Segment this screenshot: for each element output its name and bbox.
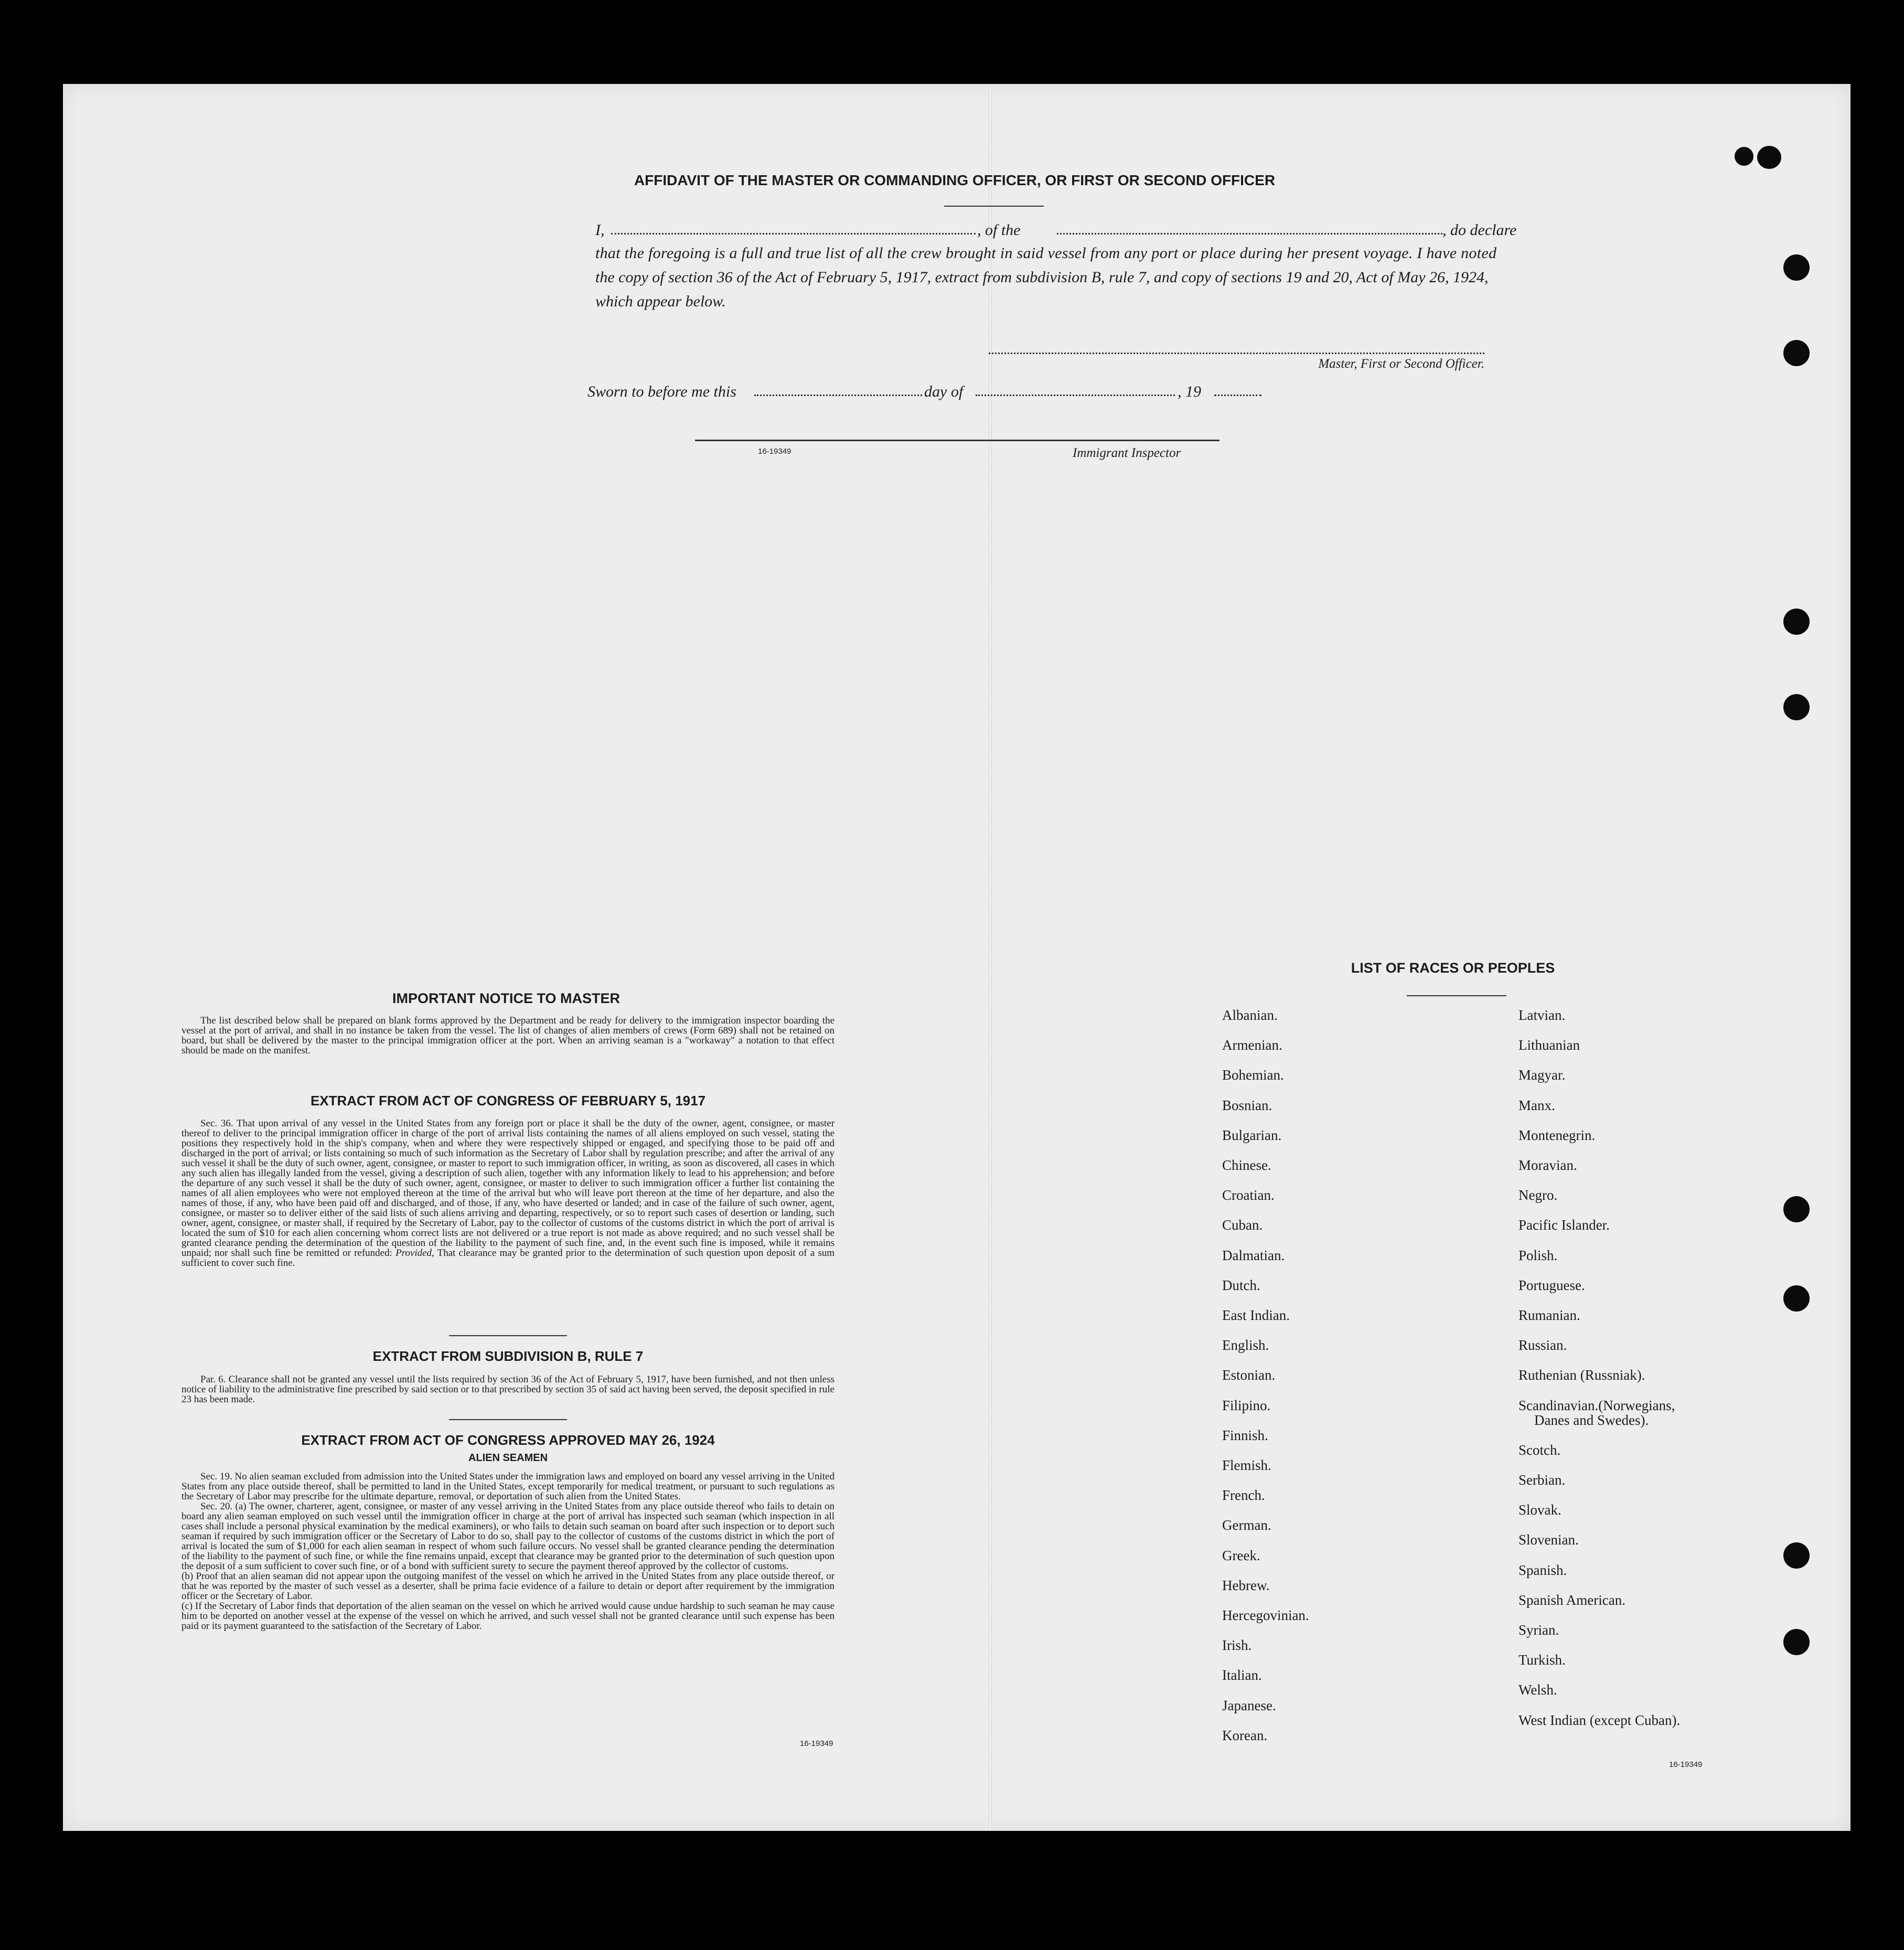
punch-hole (1783, 254, 1810, 281)
race-item: Montenegrin. (1518, 1127, 1596, 1143)
race-item: Slovenian. (1518, 1532, 1579, 1548)
signature-caption: Master, First or Second Officer. (1318, 357, 1484, 371)
race-item: Albanian. (1222, 1007, 1278, 1023)
race-item: Chinese. (1222, 1157, 1271, 1173)
race-item: Finnish. (1222, 1427, 1268, 1443)
race-item: Flemish. (1222, 1457, 1271, 1473)
race-item: Turkish. (1518, 1652, 1566, 1668)
race-item: Negro. (1518, 1187, 1558, 1203)
divider (449, 1419, 567, 1420)
extract-1917-title: EXTRACT FROM ACT OF CONGRESS OF FEBRUARY 5, 1917 (310, 1093, 706, 1109)
race-item: Croatian. (1222, 1187, 1275, 1203)
section-36-paragraph (181, 1118, 835, 1268)
title-underline (944, 206, 1044, 207)
race-item: Polish. (1518, 1248, 1558, 1263)
race-item: Magyar. (1518, 1067, 1566, 1083)
affidavit-line3: the copy of section 36 of the Act of February 5, 1917, extract from subdivision B, rule 7, and copy of sections 19 and 20, Act of May 26, 1924, (595, 269, 1489, 286)
page-fold (989, 84, 992, 1831)
year-label: , 19 (1178, 383, 1201, 400)
races-title: LIST OF RACES OR PEOPLES (1351, 960, 1555, 976)
proviso-label: Provided, (395, 1248, 434, 1259)
affidavit-line2: that the foregoing is a full and true list of all the crew brought in said vessel from any port or place during her present voyage. I have noted (595, 244, 1497, 262)
do-declare-label: , do declare (1442, 221, 1517, 239)
extract-1924-title: EXTRACT FROM ACT OF CONGRESS APPROVED MAY 26, 1924 (301, 1432, 715, 1448)
punch-hole (1735, 147, 1753, 166)
race-item: Danes and Swedes). (1534, 1412, 1649, 1428)
race-item: Scotch. (1518, 1442, 1561, 1458)
proviso-text: That clearance may be granted prior to the determination of such question upon deposit of a sum sufficient to cover such fine. (181, 1248, 835, 1269)
race-item: Bohemian. (1222, 1067, 1284, 1083)
sworn-month-field[interactable] (976, 395, 1175, 396)
race-item: Hercegovinian. (1222, 1607, 1309, 1623)
sworn-day-field[interactable] (754, 395, 922, 396)
race-item: Russian. (1518, 1337, 1567, 1353)
affidavit-title: AFFIDAVIT OF THE MASTER OR COMMANDING OFFICER, OR FIRST OR SECOND OFFICER (634, 172, 1276, 188)
inspector-caption: Immigrant Inspector (1073, 446, 1181, 460)
punch-hole (1757, 146, 1781, 169)
race-item: Irish. (1222, 1637, 1252, 1653)
race-item: Rumanian. (1518, 1307, 1580, 1323)
race-item: East Indian. (1222, 1307, 1290, 1323)
race-item: Greek. (1222, 1548, 1260, 1563)
race-item: Dalmatian. (1222, 1248, 1285, 1263)
of-the-label: , of the (977, 221, 1021, 239)
race-item: Ruthenian (Russniak). (1518, 1367, 1645, 1383)
divider (449, 1335, 567, 1336)
affidavit-line4: which appear below. (595, 293, 726, 310)
punch-hole (1783, 340, 1810, 366)
notice-text (181, 1016, 835, 1056)
race-item: Estonian. (1222, 1367, 1276, 1383)
inspector-signature-line[interactable] (695, 440, 1220, 441)
i-label: I, (595, 221, 605, 239)
race-item: Spanish American. (1518, 1592, 1625, 1608)
rule-7-paragraph: Par. 6. Clearance shall not be granted any vessel until the lists required by section 36 of the Act of February 5, 1917, have been furnished, and not then unless notice of liability to the administrative fine prescribed by said section or to that prescribed by section 35 of said act having been served, the deposit specified in rule 23 has been made. (181, 1374, 835, 1405)
race-item: Dutch. (1222, 1277, 1260, 1293)
rule-7-text (181, 1374, 835, 1404)
punch-hole (1783, 1542, 1810, 1569)
extract-1924-subtitle: ALIEN SEAMEN (468, 1452, 548, 1464)
affidavit-line1 (532, 221, 1550, 242)
race-item: West Indian (except Cuban). (1518, 1712, 1681, 1728)
race-item: Filipino. (1222, 1398, 1271, 1413)
punch-hole (1783, 1196, 1810, 1222)
race-item: Hebrew. (1222, 1578, 1270, 1593)
punch-hole (1783, 1285, 1810, 1312)
race-item: Syrian. (1518, 1622, 1559, 1638)
extract-form-number: 16-19349 (800, 1739, 833, 1748)
race-item: Manx. (1518, 1097, 1555, 1113)
race-item: Spanish. (1518, 1562, 1567, 1578)
section-20b-paragraph: (b) Proof that an alien seaman did not appear upon the outgoing manifest of the vessel on which he arrived in the United States from any place outside thereof, or that he was reported by the master of such vessel as a deserter, shall be prima facie evidence of a failure to detain or deport after requirement by the immigration officer or the Secretary of Labor. (181, 1571, 835, 1602)
race-item: English. (1222, 1337, 1269, 1353)
races-title-underline (1407, 995, 1506, 996)
race-item: Japanese. (1222, 1698, 1276, 1713)
race-item: Welsh. (1518, 1682, 1557, 1698)
race-item: Cuban. (1222, 1217, 1263, 1233)
race-item: German. (1222, 1517, 1271, 1533)
race-item: Korean. (1222, 1728, 1268, 1743)
signature-line[interactable] (989, 353, 1484, 354)
vessel-field[interactable] (1057, 233, 1442, 235)
race-item: Italian. (1222, 1667, 1262, 1683)
notice-title: IMPORTANT NOTICE TO MASTER (392, 990, 620, 1006)
races-form-number: 16-19349 (1669, 1760, 1703, 1769)
punch-hole (1783, 694, 1810, 720)
document-page (63, 84, 1850, 1831)
race-item: French. (1222, 1487, 1265, 1503)
race-item: Bulgarian. (1222, 1127, 1282, 1143)
section-19-paragraph: Sec. 19. No alien seaman excluded from admission into the United States under the immigration laws and employed on board any vessel arriving in the United States from any place outside thereof, shall be permitted to land in the United States, except temporarily for medical treatment, or pursuant to such regulations as the Secretary of Labor may prescribe for the ultimate departure, removal, or deportation of such alien from the United States. (181, 1471, 835, 1502)
race-item: Armenian. (1222, 1037, 1282, 1053)
race-item: Slovak. (1518, 1502, 1561, 1518)
race-item: Latvian. (1518, 1007, 1566, 1023)
rule-7-title: EXTRACT FROM SUBDIVISION B, RULE 7 (372, 1348, 644, 1364)
race-item: Bosnian. (1222, 1097, 1272, 1113)
extract-1924-text (181, 1472, 835, 1631)
race-item: Pacific Islander. (1518, 1217, 1610, 1233)
section-20c-paragraph: (c) If the Secretary of Labor finds that deportation of the alien seaman on the vessel on which he arrived would cause undue hardship to such seaman he may cause him to be deported on another vessel at the expense of the vessel on which he arrived, and such vessel shall not be granted clearance until such expense has been paid or its payment guaranteed to the satisfaction of the Secretary of Labor. (181, 1601, 835, 1632)
sworn-prefix: Sworn to before me this (587, 383, 736, 400)
affidavit-form-number: 16-19349 (758, 447, 791, 456)
race-item: Moravian. (1518, 1157, 1577, 1173)
race-item: Portuguese. (1518, 1277, 1585, 1293)
extract-1917-text (181, 1118, 835, 1268)
punch-hole (1783, 1629, 1810, 1655)
section-20a-paragraph: Sec. 20. (a) The owner, charterer, agent, consignee, or master of any vessel arriving in the United States from any place outside thereof who fails to detain on board any alien seaman employed on such vessel until the immigration officer in charge at the port of arrival has inspected such seaman (which inspection in all cases shall include a personal physical examination by the medical examiners), or who fails to detain such seaman on board after such inspection or to deport such seaman if required by such immigration officer or the Secretary of Labor to do so, shall pay to the collector of customs of the customs district in which the port of arrival is located the sum of $1,000 for each alien seaman in respect of whom such failure occurs. No vessel shall be granted clearance pending the determination of the liability to the payment of such fine, or while the fine remains unpaid, except that clearance may be granted prior to the determination of such question upon the deposit of a sum sufficient to cover such fine, or of a bond with sufficient surety to secure the payment thereof approved by the collector of customs. (181, 1501, 835, 1572)
section-36-text: Sec. 36. That upon arrival of any vessel in the United States from any foreign port or place it shall be the duty of the owner, agent, consignee, or master thereof to deliver to the principal immigration officer in charge of the port of arrival lists containing the names of all aliens employed on such vessel, stating the positions they respectively hold in the ship's company, when and where they were respectively shipped or engaged, and specifying those to be paid off and discharged in the port of arrival; or lists containing so much of such information as the Secretary of Labor shall by regulation prescribe; and after the arrival of any such vessel it shall be the duty of such owner, agent, consignee, or master to report to such immigration officer, in writing, as soon as discovered, all cases in which any such alien has illegally landed from the vessel, giving a description of such alien, together with any information likely to lead to his apprehension; and before the departure of any such vessel it shall be the duty of such owner, agent, consignee, or master to deliver to such immigration officer a further list containing the names of all alien employees who were not employed thereon at the time of the arrival but who will leave port thereon at the time of her departure, and also the names of those, if any, who have been paid off and discharged, and of those, if any, who have deserted or landed; and in case of the failure of such owner, agent, consignee, or master so to deliver either of the said lists of such aliens arriving and departing, respectively, or so to report such cases of desertion or landing, such owner, agent, consignee, or master shall, if required by the Secretary of Labor, pay to the collector of customs of the customs district in which the port of arrival is located the sum of $10 for each alien concerning whom correct lists are not delivered or a true report is not made as above required; and no such vessel shall be granted clearance pending the determination of the question of the liability to the payment of such fine, and, in the event such fine is imposed, while it remains unpaid; nor shall such fine be remitted or refunded: (181, 1118, 835, 1259)
sworn-year-field[interactable] (1214, 395, 1261, 396)
punch-hole (1783, 609, 1810, 635)
sworn-line (587, 383, 1269, 404)
day-of-label: day of (924, 383, 964, 400)
race-item: Serbian. (1518, 1472, 1566, 1488)
race-item: Scandinavian.(Norwegians, (1518, 1398, 1675, 1413)
name-field[interactable] (611, 233, 976, 235)
race-item: Lithuanian (1518, 1037, 1580, 1053)
notice-paragraph: The list described below shall be prepared on blank forms approved by the Department and be ready for delivery to the immigration inspector boarding the vessel at the port of arrival, and shall in no instance be taken from the vessel. The list of changes of alien members of crews (Form 689) shall not be retained on board, but shall be delivered by the master to the principal immigration officer at the port. When an arriving seaman is a "workaway" a notation to that effect should be made on the manifest. (181, 1015, 835, 1056)
